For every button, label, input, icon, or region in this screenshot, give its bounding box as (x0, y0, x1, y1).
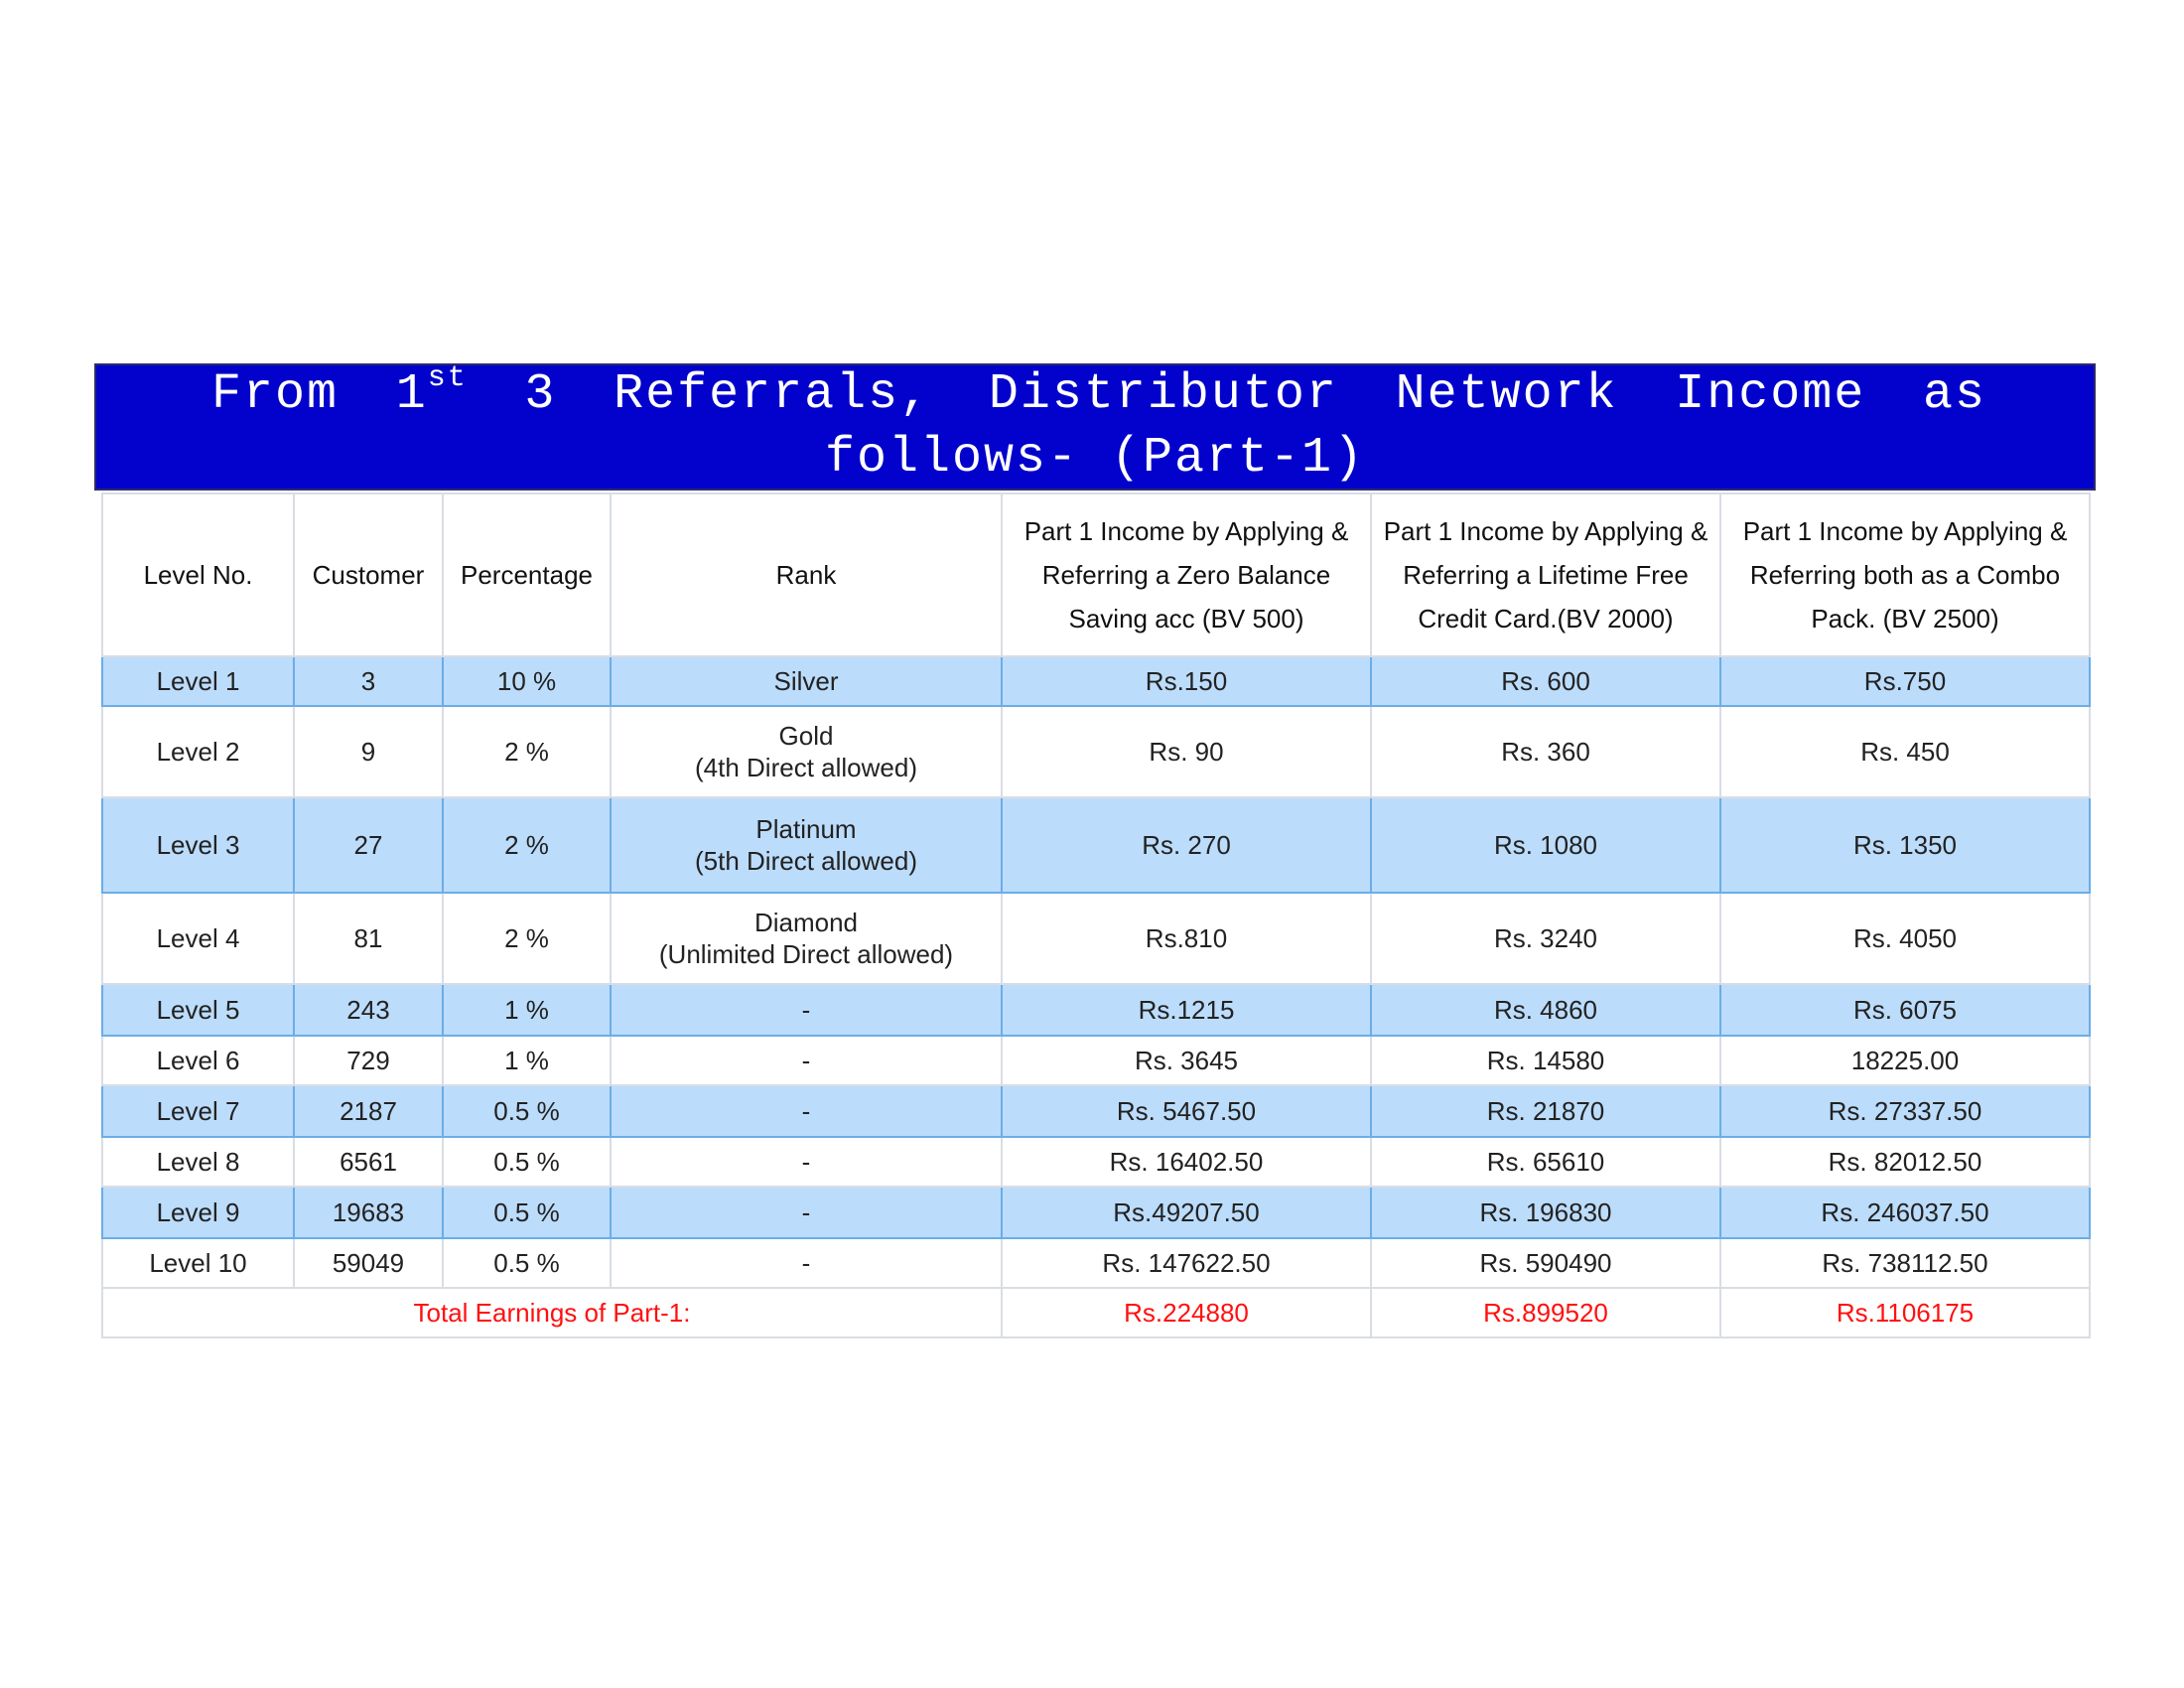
zero-balance-cell: Rs. 16402.50 (1002, 1137, 1371, 1187)
percentage-cell: 2 % (443, 706, 611, 797)
combo-cell: Rs. 450 (1720, 706, 2090, 797)
combo-cell: Rs.750 (1720, 656, 2090, 706)
rank-name: Platinum (755, 814, 857, 844)
customer-cell: 729 (294, 1036, 443, 1085)
percentage-cell: 0.5 % (443, 1238, 611, 1288)
zero-balance-cell: Rs.49207.50 (1002, 1187, 1371, 1238)
rank-cell (611, 1137, 1002, 1187)
rank-name: - (801, 995, 811, 1025)
rank-name: - (801, 1046, 811, 1075)
combo-cell: Rs. 738112.50 (1720, 1238, 2090, 1288)
customer-cell: 6561 (294, 1137, 443, 1187)
rank-name: - (801, 1197, 811, 1227)
title-word: Network (1395, 366, 1618, 423)
credit-card-cell: Rs. 3240 (1371, 893, 1720, 984)
title-word: as (1922, 366, 1986, 423)
header-row (102, 493, 2090, 656)
table-row (102, 984, 2090, 1036)
title-line-2: follows- (Part-1) (824, 430, 1366, 487)
percentage-cell: 0.5 % (443, 1137, 611, 1187)
percentage-cell: 2 % (443, 893, 611, 984)
zero-balance-cell: Rs. 3645 (1002, 1036, 1371, 1085)
level-cell: Level 9 (102, 1187, 294, 1238)
title-line-1 (96, 363, 2094, 427)
customer-cell: 9 (294, 706, 443, 797)
level-cell: Level 6 (102, 1036, 294, 1085)
zero-balance-cell: Rs. 270 (1002, 797, 1371, 893)
rank-name: - (801, 1096, 811, 1126)
customer-cell: 59049 (294, 1238, 443, 1288)
credit-card-cell: Rs. 14580 (1371, 1036, 1720, 1085)
percentage-cell: 1 % (443, 984, 611, 1036)
header-credit-card: Part 1 Income by Applying & Referring a Lifetime Free Credit Card.(BV 2000) (1371, 493, 1720, 656)
percentage-cell: 10 % (443, 656, 611, 706)
zero-balance-cell: Rs.150 (1002, 656, 1371, 706)
level-cell: Level 1 (102, 656, 294, 706)
rank-name: - (801, 1147, 811, 1177)
table-row (102, 1137, 2090, 1187)
total-credit-card: Rs.899520 (1371, 1288, 1720, 1337)
rank-cell (611, 984, 1002, 1036)
credit-card-cell: Rs. 21870 (1371, 1085, 1720, 1137)
combo-cell: 18225.00 (1720, 1036, 2090, 1085)
table-row (102, 706, 2090, 797)
credit-card-cell: Rs. 196830 (1371, 1187, 1720, 1238)
zero-balance-cell: Rs. 147622.50 (1002, 1238, 1371, 1288)
rank-name: Diamond (753, 908, 859, 937)
title-word: Distributor (988, 366, 1338, 423)
title-word: 3 (524, 366, 557, 423)
level-cell: Level 8 (102, 1137, 294, 1187)
rank-note: (Unlimited Direct allowed) (658, 939, 954, 969)
percentage-cell: 0.5 % (443, 1085, 611, 1137)
percentage-cell: 2 % (443, 797, 611, 893)
rank-cell (611, 1036, 1002, 1085)
combo-cell: Rs. 4050 (1720, 893, 2090, 984)
zero-balance-cell: Rs. 90 (1002, 706, 1371, 797)
title-word: From (211, 366, 340, 423)
combo-cell: Rs. 82012.50 (1720, 1137, 2090, 1187)
credit-card-cell: Rs. 600 (1371, 656, 1720, 706)
income-table (101, 492, 2091, 1338)
level-cell: Level 4 (102, 893, 294, 984)
rank-cell (611, 656, 1002, 706)
title-word: Referrals, (614, 366, 932, 423)
rank-name: Silver (773, 666, 839, 696)
combo-cell: Rs. 1350 (1720, 797, 2090, 893)
zero-balance-cell: Rs. 5467.50 (1002, 1085, 1371, 1137)
table-row (102, 1085, 2090, 1137)
credit-card-cell: Rs. 590490 (1371, 1238, 1720, 1288)
rank-note: (4th Direct allowed) (695, 753, 917, 782)
customer-cell: 3 (294, 656, 443, 706)
total-label: Total Earnings of Part-1: (102, 1288, 1002, 1337)
percentage-cell: 0.5 % (443, 1187, 611, 1238)
table-row (102, 797, 2090, 893)
title-banner (94, 363, 2096, 491)
table-row (102, 656, 2090, 706)
combo-cell: Rs. 27337.50 (1720, 1085, 2090, 1137)
rank-cell (611, 1187, 1002, 1238)
credit-card-cell: Rs. 1080 (1371, 797, 1720, 893)
customer-cell: 19683 (294, 1187, 443, 1238)
header-level: Level No. (102, 493, 294, 656)
total-row (102, 1288, 2090, 1337)
customer-cell: 27 (294, 797, 443, 893)
title-word: 1st (395, 361, 468, 423)
header-customer: Customer (294, 493, 443, 656)
title-word: Income (1675, 366, 1866, 423)
zero-balance-cell: Rs.1215 (1002, 984, 1371, 1036)
zero-balance-cell: Rs.810 (1002, 893, 1371, 984)
level-cell: Level 10 (102, 1238, 294, 1288)
table-row (102, 1238, 2090, 1288)
table-row (102, 1036, 2090, 1085)
rank-cell (611, 1085, 1002, 1137)
header-combo: Part 1 Income by Applying & Referring both as a Combo Pack. (BV 2500) (1720, 493, 2090, 656)
percentage-cell: 1 % (443, 1036, 611, 1085)
header-percentage: Percentage (443, 493, 611, 656)
credit-card-cell: Rs. 4860 (1371, 984, 1720, 1036)
customer-cell: 2187 (294, 1085, 443, 1137)
table-row (102, 1187, 2090, 1238)
rank-cell (611, 893, 1002, 984)
level-cell: Level 7 (102, 1085, 294, 1137)
combo-cell: Rs. 6075 (1720, 984, 2090, 1036)
combo-cell: Rs. 246037.50 (1720, 1187, 2090, 1238)
header-rank: Rank (611, 493, 1002, 656)
rank-cell (611, 797, 1002, 893)
rank-cell (611, 1238, 1002, 1288)
level-cell: Level 2 (102, 706, 294, 797)
customer-cell: 81 (294, 893, 443, 984)
total-combo: Rs.1106175 (1720, 1288, 2090, 1337)
level-cell: Level 3 (102, 797, 294, 893)
table-row (102, 893, 2090, 984)
rank-cell (611, 706, 1002, 797)
credit-card-cell: Rs. 360 (1371, 706, 1720, 797)
rank-name: - (801, 1248, 811, 1278)
credit-card-cell: Rs. 65610 (1371, 1137, 1720, 1187)
rank-name: Gold (778, 721, 834, 751)
total-zero-balance: Rs.224880 (1002, 1288, 1371, 1337)
customer-cell: 243 (294, 984, 443, 1036)
header-zero-balance: Part 1 Income by Applying & Referring a Zero Balance Saving acc (BV 500) (1002, 493, 1371, 656)
rank-note: (5th Direct allowed) (695, 846, 917, 876)
level-cell: Level 5 (102, 984, 294, 1036)
